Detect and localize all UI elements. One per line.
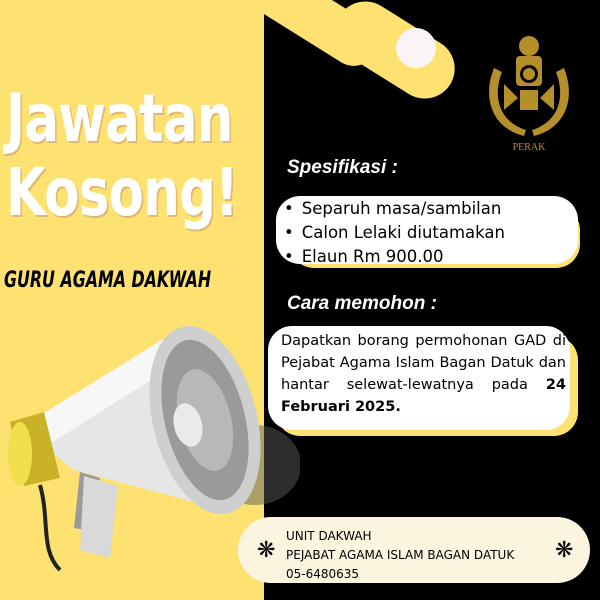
apply-instructions: Dapatkan borang permohonan GAD di Pejabat Agama Islam Bagan Datuk dan hantar selewat-lewatnya pada [281, 333, 566, 393]
footer-office: PEJABAT AGAMA ISLAM BAGAN DATUK [286, 548, 515, 562]
footer-contact [286, 527, 514, 584]
apply-heading: Cara memohon : [287, 293, 437, 314]
spec-list [284, 198, 505, 270]
footer-unit: UNIT DAKWAH [286, 529, 372, 543]
flower-icon: ❋ [555, 538, 574, 563]
spec-item: • Calon Lelaki diutamakan [284, 222, 505, 246]
decor-dot [396, 28, 436, 68]
job-subtitle: GURU AGAMA DAKWAH [4, 268, 212, 293]
spec-item: • Separuh masa/sambilan [284, 198, 505, 222]
footer-phone: 05-6480635 [286, 567, 360, 581]
title-line-1: Jawatan [6, 80, 233, 157]
crest-label: PERAK [512, 142, 546, 153]
apply-deadline: 24 Februari 2025. [281, 377, 566, 415]
spec-item: • Elaun Rm 900.00 [284, 246, 505, 270]
spec-heading: Spesifikasi : [287, 157, 398, 178]
flower-icon: ❋ [257, 538, 276, 563]
page-title [6, 82, 268, 230]
perak-crest-icon [474, 18, 584, 158]
apply-text [281, 330, 566, 418]
title-line-2: Kosong! [6, 154, 238, 231]
